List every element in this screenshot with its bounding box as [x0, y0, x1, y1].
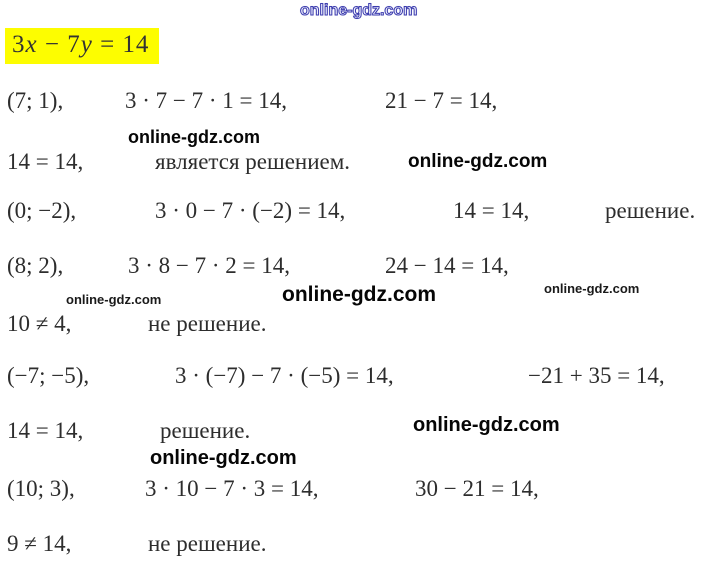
- substitution-expression: 3 · 8 − 7 · 2 = 14,: [128, 253, 291, 278]
- equation-var-y: y: [80, 31, 93, 58]
- pair-value: (10; 3),: [7, 476, 75, 501]
- equality-result: 14 = 14,: [7, 149, 84, 174]
- equation-middle: − 7: [37, 31, 81, 58]
- verdict-text: решение.: [605, 198, 696, 223]
- watermark-small-right: online-gdz.com: [544, 281, 640, 296]
- watermark-bold-4: online-gdz.com: [150, 447, 297, 469]
- pair-value: (−7; −5),: [7, 363, 90, 388]
- equation-rhs: = 14: [92, 31, 150, 58]
- watermark-bold-center: online-gdz.com: [282, 283, 436, 306]
- verdict-text: решение.: [160, 418, 251, 443]
- watermark-bold-3: online-gdz.com: [413, 414, 560, 436]
- equality-result: 10 ≠ 4,: [7, 311, 72, 336]
- calculation: 14 = 14,: [453, 198, 530, 223]
- pair-value: (8; 2),: [7, 253, 64, 278]
- watermark-outline-top: online-gdz.com: [300, 2, 418, 19]
- calculation: −21 + 35 = 14,: [528, 363, 665, 388]
- equation-coeff: 3: [12, 31, 26, 58]
- substitution-expression: 3 · 7 − 7 · 1 = 14,: [125, 88, 288, 113]
- equality-result: 14 = 14,: [7, 418, 84, 443]
- calculation: 24 − 14 = 14,: [385, 253, 509, 278]
- substitution-expression: 3 · 10 − 7 · 3 = 14,: [145, 476, 319, 501]
- watermark-bold-2: online-gdz.com: [408, 151, 548, 172]
- verdict-text: не решение.: [148, 531, 267, 556]
- equation-highlighted: [5, 28, 159, 64]
- pair-value: (7; 1),: [7, 88, 64, 113]
- calculation: 30 − 21 = 14,: [415, 476, 539, 501]
- verdict-text: является решением.: [155, 149, 351, 174]
- equation-var-x: x: [25, 31, 38, 58]
- watermark-small-left: online-gdz.com: [66, 292, 162, 307]
- pair-value: (0; −2),: [7, 198, 77, 223]
- calculation: 21 − 7 = 14,: [385, 88, 498, 113]
- substitution-expression: 3 · 0 − 7 · (−2) = 14,: [155, 198, 346, 223]
- substitution-expression: 3 · (−7) − 7 · (−5) = 14,: [175, 363, 394, 388]
- watermark-bold-1: online-gdz.com: [128, 127, 260, 147]
- equality-result: 9 ≠ 14,: [7, 531, 72, 556]
- verdict-text: не решение.: [148, 311, 267, 336]
